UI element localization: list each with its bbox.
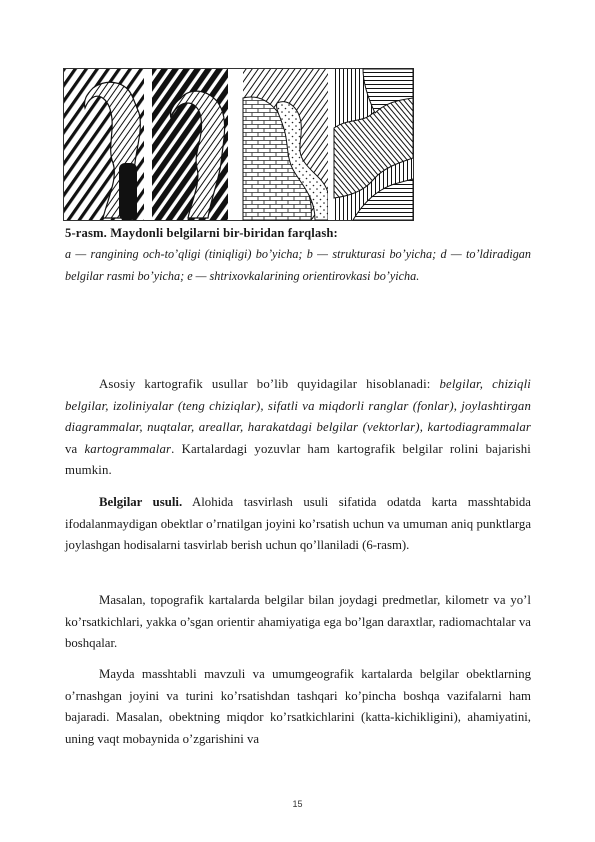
p2-heading: Belgilar usuli. — [99, 495, 183, 509]
figure-caption-title: 5-rasm. Maydonli belgilarni bir-biridan farqlash: — [65, 226, 338, 240]
p4-text: Mayda masshtabli mavzuli va umumgeografik kartalarda belgilar obektlarning o’rnashgan joyini va turini ko’rsatishdan tashqari ko’pincha boshqa vazifalarni ham bajaradi. Masalan, obektning miqdor ko’rsatkichlarini (katta-kichikligini), ahamiyatini, uning vaqt mobaynida o’zgarishini va — [65, 667, 531, 746]
p1-tail: . Kartalardagi yozuvlar ham kartografik belgilar rolini bajarishi mumkin. — [65, 441, 531, 478]
figure-caption-body: a — rangining och-to’qligi (tiniqligi) bo’yicha; b — strukturasi bo’yicha; d — to’ldiradigan belgilar rasmi bo’yicha; e — shtrixovkalarining orientirovkasi bo’yicha. — [65, 247, 531, 283]
p1-text: Asosiy kartografik usullar bo’lib quyidagilar hisoblanadi: — [99, 377, 440, 391]
p1-italic2: kartogrammalar — [84, 441, 172, 456]
p3-text: Masalan, topografik kartalarda belgilar bilan joydagi predmetlar, kilometr va yo’l ko’rsatkichlari, yakka o’sgan orientir ahamiyatiga ega bo’lgan daraxtlar, radiomachtalar va boshqalar. — [65, 593, 531, 651]
panel-d-fill-pattern — [243, 69, 328, 220]
paragraph-small-scale-maps — [65, 664, 531, 750]
page-number: 15 — [292, 799, 303, 809]
panel-b-structure — [152, 69, 228, 220]
panel-a-tone — [64, 69, 144, 220]
panel-e-orientation — [334, 69, 413, 220]
area-symbols-figure — [63, 68, 414, 221]
paragraph-symbol-method — [65, 492, 531, 557]
paragraph-cartographic-methods — [65, 374, 531, 482]
p2-text: Alohida tasvirlash usuli sifatida odatda karta masshtabida ifodalanmaydigan obektlar o’rnatilgan joyini ko’rsatish uchun va umuman aniq punktlarga joylashgan hodisalarni tasvirlab berish uchun qo’llaniladi (6-rasm). — [65, 495, 531, 553]
p1-joiner: va — [65, 441, 85, 456]
p1-italic: belgilar, chiziqli belgilar, izoliniyalar (teng chiziqlar), sifatli va miqdorli ranglar (fonlar), joylashtirgan diagrammalar, nuqtalar, areallar, harakatdagi belgilar (vektorlar), kartodiagrammalar — [65, 377, 531, 435]
paragraph-topographic-example — [65, 590, 531, 655]
